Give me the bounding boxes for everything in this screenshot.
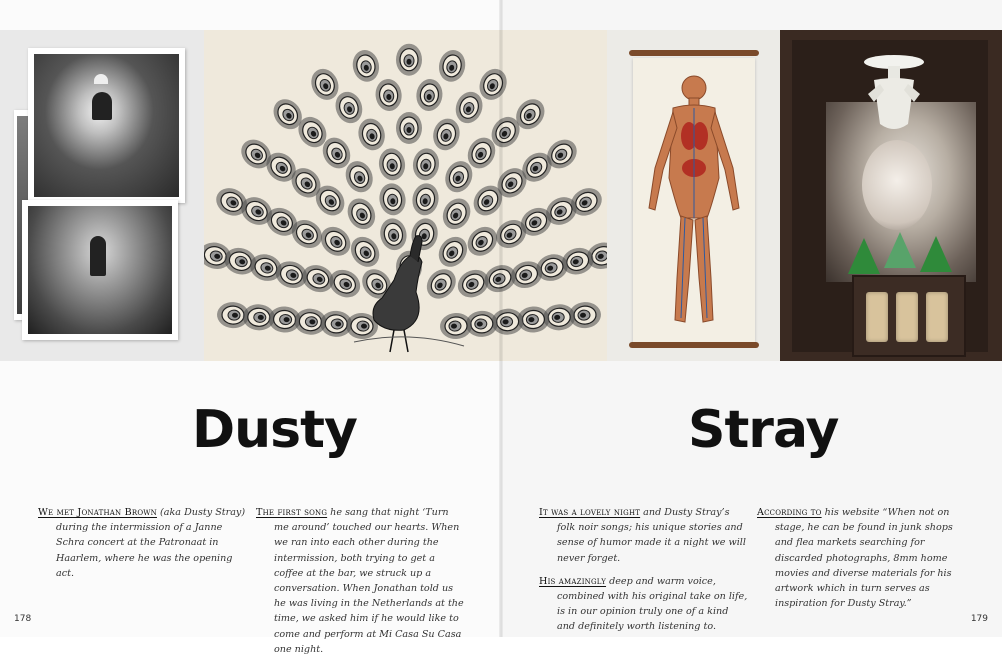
paragraph: [539, 574, 749, 635]
paragraph-text: and Dusty Stray’s folk noir songs; his unique stories and sense of humor made it a night we will never forget.: [557, 507, 746, 564]
paragraph-lead: We met Jonathan Brown: [38, 507, 157, 518]
tree-figure-left: [848, 238, 880, 274]
cork-right: [926, 292, 948, 342]
photo-doorway-figure: [22, 200, 178, 340]
photo-interior-window: [28, 48, 185, 203]
portrait-face: [862, 140, 932, 230]
paragraph-text: he sang that night ‘Turn me around’ touched our hearts. When we ran into each other during the intermission, both trying to get a coffee at the bar, we struck up a conversation. When Jonathan told us he was living in the Netherlands at the time, we asked him if he would like to come and perform at Mi Casa Su Casa one night.: [274, 507, 464, 655]
paragraph: [539, 505, 749, 566]
paragraph: [757, 505, 967, 611]
scroll-rod-top: [629, 50, 759, 56]
text-column-2: [256, 505, 466, 665]
anatomy-figure: [633, 58, 755, 344]
paragraph: [38, 505, 248, 581]
tree-figure-middle: [884, 232, 916, 268]
heading-stray: Stray: [688, 400, 839, 460]
scroll-rod-bottom: [629, 342, 759, 348]
paragraph-lead: The first song: [256, 507, 328, 518]
shadow-box-interior: [792, 40, 988, 352]
paragraph-lead: It was a lovely night: [539, 507, 641, 518]
heading-dusty: Dusty: [192, 400, 357, 460]
cork-left: [866, 292, 888, 342]
paragraph-lead: According to: [757, 507, 822, 518]
shadow-box-artwork: [780, 30, 1002, 361]
anatomy-chart-paper: [633, 58, 755, 344]
cork-middle: [896, 292, 918, 342]
text-column-3: [539, 505, 749, 643]
paragraph: [256, 505, 466, 657]
paragraph-text: his website “When not on stage, he can be found in junk shops and flea markets searching for discarded photographs, 8mm home movies and diverse materials for his artwork which in turn serves as inspiration for Dusty Stray.”: [775, 507, 953, 610]
inverted-figurine: [854, 54, 934, 144]
text-column-4: [757, 505, 967, 619]
tree-figure-right: [920, 236, 952, 272]
paragraph-text: deep and warm voice, combined with his original take on life, is in our opinion truly one of a kind and definitely worth listening to.: [557, 575, 748, 633]
anatomy-wall-chart: [607, 30, 780, 361]
text-column-1: [38, 505, 248, 589]
peacock-illustration: [204, 30, 607, 361]
page-number-left: 178: [14, 614, 32, 624]
page-number-right: 179: [970, 614, 988, 624]
spread-fold: [499, 0, 503, 637]
paragraph-text: (aka Dusty Stray) during the intermission of a Janne Schra concert at the Patronaat in Haarlem, where he was the opening act.: [56, 507, 246, 579]
peacock-drawing: [204, 30, 607, 361]
photo-collage: [0, 30, 204, 361]
paragraph-lead: His amazingly: [539, 575, 607, 587]
